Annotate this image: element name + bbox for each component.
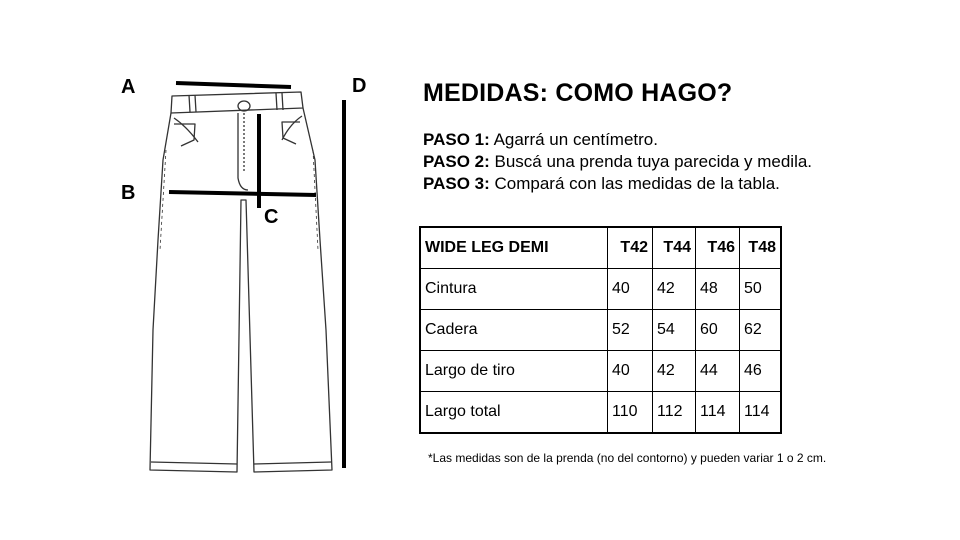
table-cell: 54 (653, 310, 696, 351)
step-2-label: PASO 2: (423, 152, 490, 171)
table-cell: 50 (740, 269, 782, 310)
size-table (419, 226, 782, 434)
step-1-label: PASO 1: (423, 130, 490, 149)
steps-list (423, 129, 812, 195)
table-cell: 114 (696, 392, 740, 434)
measure-label-c: C (264, 206, 279, 228)
table-cell: 114 (740, 392, 782, 434)
table-header-t46: T46 (696, 227, 740, 269)
step-1-text: Agarrá un centímetro. (493, 130, 658, 149)
measure-line-a (176, 83, 291, 87)
table-row (420, 392, 781, 434)
page-title: MEDIDAS: COMO HAGO? (423, 79, 733, 107)
table-cell: 44 (696, 351, 740, 392)
pants-outline (150, 108, 332, 472)
table-row (420, 269, 781, 310)
table-cell: 40 (608, 269, 653, 310)
table-cell: 52 (608, 310, 653, 351)
step-3 (423, 173, 812, 195)
step-3-label: PASO 3: (423, 174, 490, 193)
table-cell: 42 (653, 351, 696, 392)
step-3-text: Compará con las medidas de la tabla. (494, 174, 780, 193)
row-label: Largo total (420, 392, 608, 434)
row-label: Cintura (420, 269, 608, 310)
button-icon (238, 101, 250, 111)
table-cell: 60 (696, 310, 740, 351)
measure-label-d: D (352, 75, 367, 97)
table-row (420, 351, 781, 392)
table-row (420, 310, 781, 351)
table-header-product: WIDE LEG DEMI (420, 227, 608, 269)
table-header-t48: T48 (740, 227, 782, 269)
table-header-row (420, 227, 781, 269)
table-cell: 46 (740, 351, 782, 392)
row-label: Cadera (420, 310, 608, 351)
measure-line-b (169, 192, 316, 195)
table-cell: 62 (740, 310, 782, 351)
table-cell: 110 (608, 392, 653, 434)
step-2-text: Buscá una prenda tuya parecida y medila. (494, 152, 813, 171)
measure-label-b: B (121, 182, 136, 204)
measure-label-a: A (121, 76, 136, 98)
table-header-t44: T44 (653, 227, 696, 269)
table-header-t42: T42 (608, 227, 653, 269)
table-cell: 40 (608, 351, 653, 392)
step-2 (423, 151, 812, 173)
row-label: Largo de tiro (420, 351, 608, 392)
step-1 (423, 129, 812, 151)
table-cell: 48 (696, 269, 740, 310)
table-cell: 42 (653, 269, 696, 310)
table-cell: 112 (653, 392, 696, 434)
footnote: *Las medidas son de la prenda (no del contorno) y pueden variar 1 o 2 cm. (428, 451, 827, 465)
